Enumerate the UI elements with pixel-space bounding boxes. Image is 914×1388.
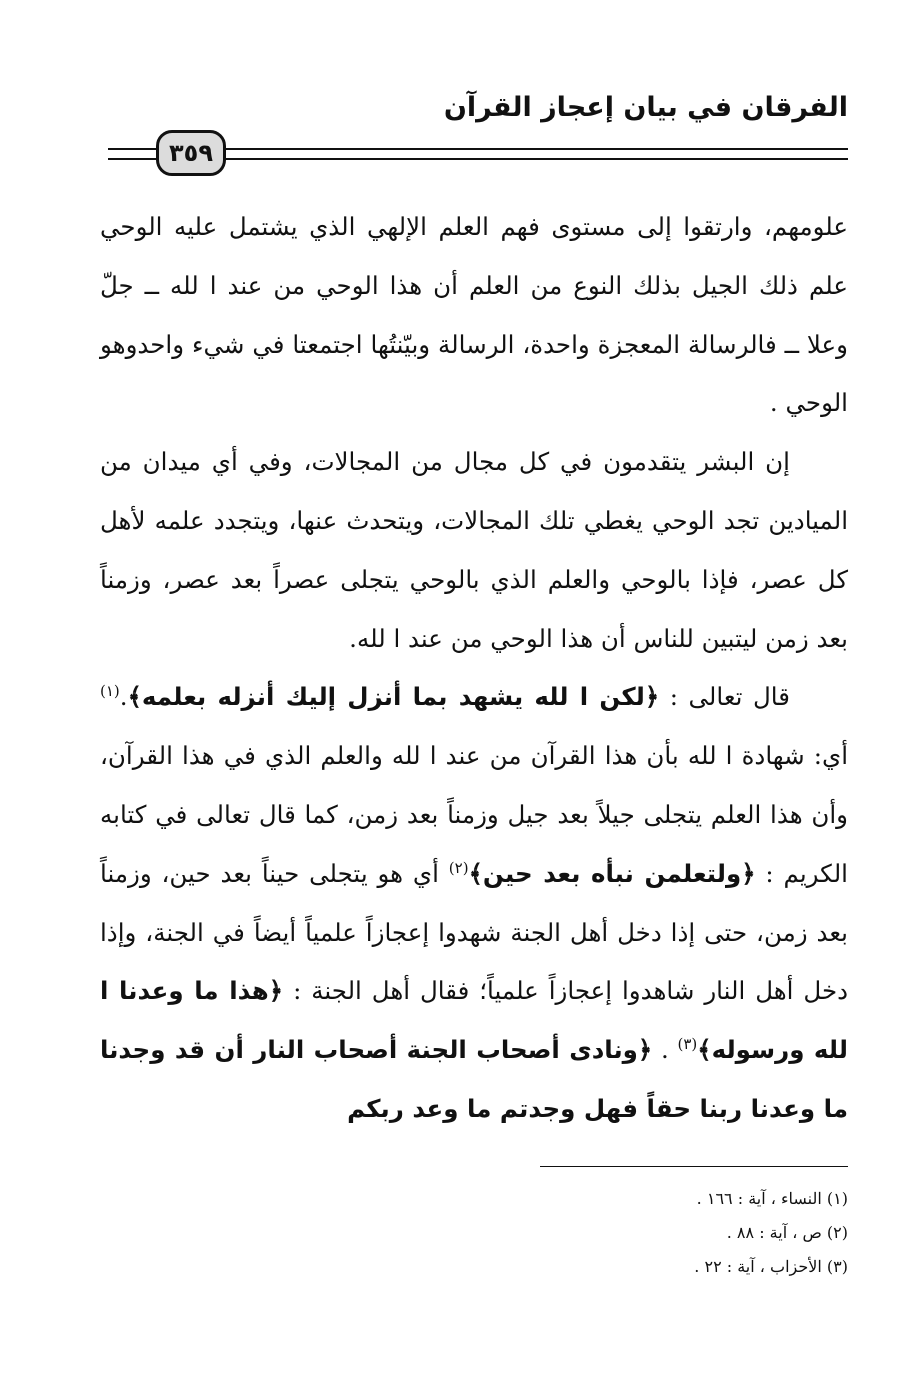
text-run: علومهم، وارتقوا إلى مستوى فهم العلم الإلهي الذي يشتمل عليه الوحي علم ذلك الجيل بذلك النوع من العلم أن هذا الوحي من عند ا لله ــ جلّ وعلا ــ فالرسالة المعجزة واحدة، الرسالة وبيّنتُها اجتمعتا في شيء واحدوهو الوحي . xyxy=(100,212,848,418)
quran-verse: ﴿هذا ما وعدنا ا لله ورسوله﴾ xyxy=(100,976,848,1065)
header-rule-right-bottom xyxy=(226,158,848,160)
text-run: أي هو يتجلى حيناً بعد حين، وزمناً بعد زمن، حتى إذا دخل أهل الجنة شهدوا إعجازاً علمياً أيضاً في الجنة، وإذا دخل أهل النار شاهدوا إعجازاً علمياً؛ فقال أهل الجنة : xyxy=(100,858,849,1006)
footnote: (١) النساء ، آية : ١٦٦ . xyxy=(696,1189,848,1208)
header-rule-left-top xyxy=(108,148,156,150)
text-run: أي: شهادة ا لله بأن هذا القرآن من عند ا لله والعلم الذي في هذا القرآن، وأن هذا العلم يتجلى جيلاً بعد جيل وزمناً بعد زمن، كما قال تعالى في كتابه الكريم : xyxy=(100,741,848,888)
running-title: الفرقان في بيان إعجاز القرآن xyxy=(443,92,848,123)
quran-verse: ﴿ولتعلمن نبأه بعد حين﴾ xyxy=(468,858,756,888)
footnote-reference: (١) xyxy=(100,682,120,701)
quran-verse: ﴿لكن ا لله يشهد بما أنزل إليك أنزله بعلمه﴾ xyxy=(127,682,660,712)
paragraph xyxy=(100,668,848,1138)
footnotes xyxy=(148,1182,848,1284)
text-run: قال تعالى : xyxy=(659,682,790,712)
quran-verse: ﴿ونادى أصحاب الجنة أصحاب النار أن قد وجدنا ما وعدنا ربنا حقاً فهل وجدتم ما وعد ربكم xyxy=(100,1035,848,1123)
text-run: . xyxy=(119,682,128,712)
main-text xyxy=(100,198,848,1139)
paragraph xyxy=(100,433,848,668)
footnote: (٢) ص ، آية : ٨٨ . xyxy=(726,1223,848,1242)
page-number: ٣٥٩ xyxy=(156,130,226,176)
paragraph xyxy=(100,198,848,433)
footnote: (٣) الأحزاب ، آية : ٢٢ . xyxy=(694,1257,848,1276)
footnote-reference: (٢) xyxy=(448,858,469,877)
text-run: . xyxy=(652,1035,678,1065)
text-run: إن البشر يتقدمون في كل مجال من المجالات، وفي أي ميدان من الميادين تجد الوحي يغطي تلك المجالات، ويتحدث عنها، ويتجدد علمه لأهل كل عصر، فإذا بالوحي والعلم الذي بالوحي يتجلى عصراً بعد عصر، وزمناً بعد زمن ليتبين للناس أن هذا الوحي من عند ا لله. xyxy=(100,447,848,653)
header-rule-right-top xyxy=(226,148,848,150)
footnote-reference: (٣) xyxy=(677,1035,698,1053)
header-rule-left-bottom xyxy=(108,158,156,160)
footnote-separator xyxy=(540,1166,848,1167)
